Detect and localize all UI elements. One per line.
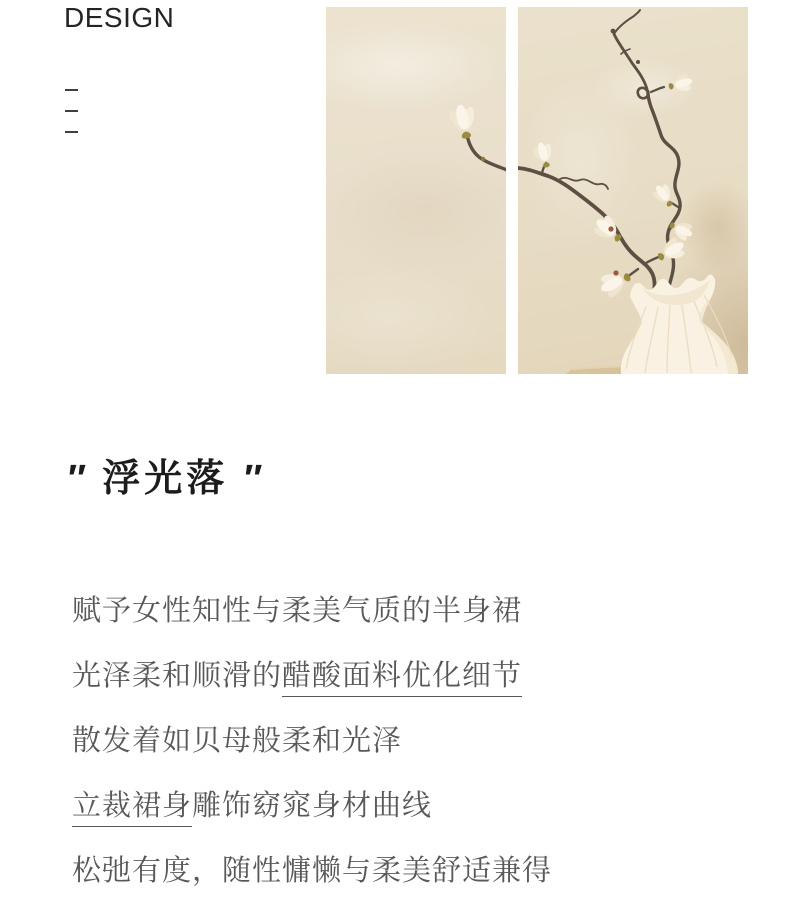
description-line <box>72 709 552 774</box>
description-text: 光泽柔和顺滑的 <box>72 660 283 692</box>
decor-dashes <box>65 89 78 152</box>
dash-icon <box>65 131 78 133</box>
product-photo <box>326 7 748 374</box>
slogan-text: 浮光落 <box>102 458 229 500</box>
open-quote: ″ <box>68 458 87 500</box>
description-line <box>72 579 552 644</box>
description-text: 雕饰窈窕身材曲线 <box>192 790 433 822</box>
description-text: 赋予女性知性与柔美气质的半身裙 <box>72 595 523 627</box>
description-text-underlined: 立裁裙身 <box>72 790 192 827</box>
vase-branch-illustration <box>518 7 748 374</box>
branch-tip-illustration <box>326 7 506 374</box>
description-line <box>72 839 552 904</box>
product-description <box>72 579 552 904</box>
photo-panel-vase <box>518 7 748 374</box>
slogan <box>68 455 262 504</box>
photo-panel-wall <box>326 7 506 374</box>
description-text: 散发着如贝母般柔和光泽 <box>72 725 403 757</box>
description-text-underlined: 醋酸面料优化细节 <box>282 660 522 697</box>
dash-icon <box>65 89 78 91</box>
description-text: 松弛有度，随性慵懒与柔美舒适兼得 <box>72 855 553 887</box>
description-line <box>72 774 552 839</box>
description-line <box>72 644 552 709</box>
close-quote: ″ <box>244 458 263 500</box>
dash-icon <box>65 110 78 112</box>
section-title: DESIGN <box>64 2 175 33</box>
